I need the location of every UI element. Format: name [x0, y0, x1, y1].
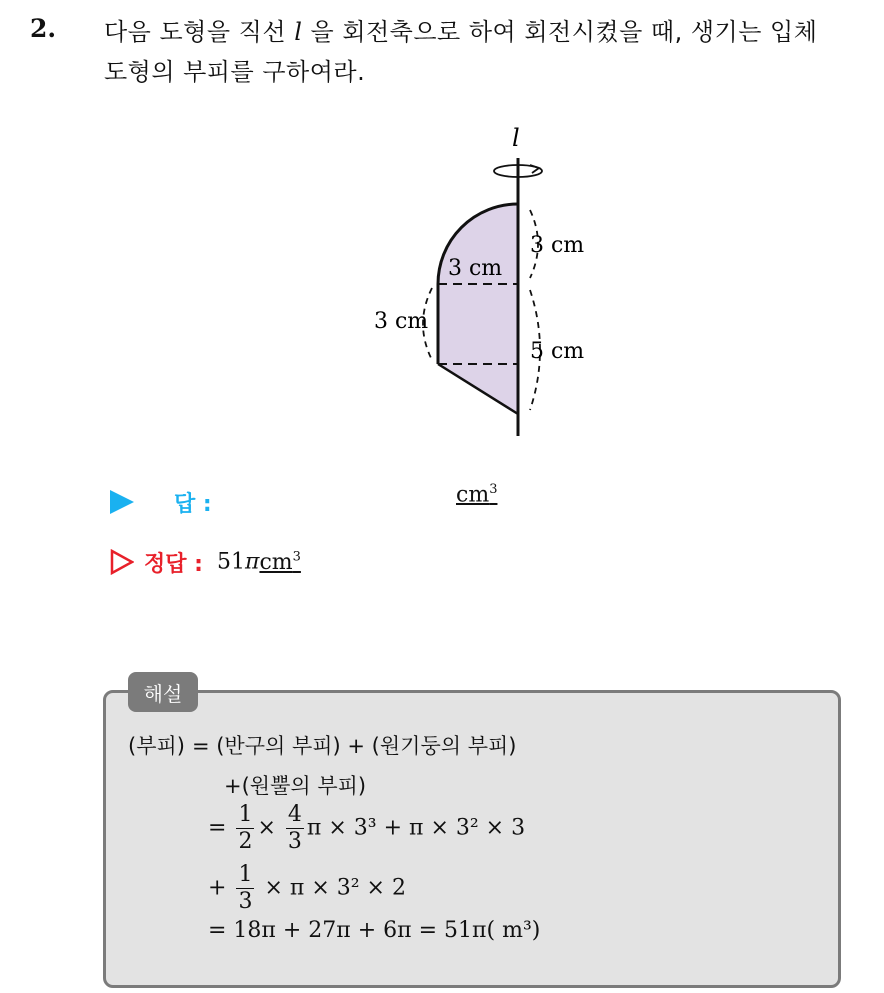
explanation-line-1: [128, 730, 516, 760]
answer-unit-text: cm: [456, 482, 490, 508]
explanation-line-2: +(원뿔의 부피): [224, 774, 367, 798]
explanation-line-4: [208, 864, 406, 913]
question-text-part1: 다음 도형을 직선: [104, 18, 295, 46]
question-text-part2: 을 회전축으로 하여 회전시켰을 때, 생기는 입체: [302, 18, 818, 46]
play-triangle-icon: [110, 490, 134, 514]
fraction-third: $\frac{1}{3}$: [238, 862, 253, 914]
correct-unit-exp: 3: [292, 549, 301, 565]
explanation-line-3: = $\frac{1}{2}$ × $\frac{4}{3}$ π × 3³ + π × 3² × 3: [208, 802, 526, 854]
label-bottom: 5 cm: [530, 339, 585, 364]
line1-rhs: = (반구의 부피) + (원기둥의 부피): [191, 734, 517, 758]
label-radius: 3 cm: [448, 256, 503, 281]
question-text: [104, 12, 864, 92]
question-number: 2.: [30, 14, 57, 43]
correct-label: 정답 :: [144, 551, 203, 577]
answer-unit: [456, 482, 497, 507]
line4-plus: +: [208, 875, 227, 901]
correct-pi: π: [244, 549, 260, 575]
correct-value: [217, 549, 301, 574]
answer-row: [110, 484, 212, 520]
label-left: 3 cm: [374, 309, 429, 334]
correct-answer-row: [110, 544, 301, 580]
answer-label: 답 :: [174, 491, 212, 517]
correct-unit: [259, 550, 300, 575]
line1-lhs: (부피): [128, 734, 185, 758]
axis-label: l: [512, 124, 520, 152]
label-top: 3 cm: [530, 233, 585, 258]
axis-variable: l: [294, 18, 303, 46]
explanation-tab: 해설: [128, 672, 198, 712]
correct-number: 51: [216, 549, 245, 575]
correct-unit-text: cm: [259, 549, 293, 575]
line3-rest: π × 3³ + π × 3² × 3: [306, 815, 526, 841]
shaded-region: [438, 204, 518, 414]
line4-rest: × π × 3² × 2: [264, 875, 406, 901]
fraction-four-thirds: $\frac{4}{3}$: [287, 802, 302, 854]
rotation-figure: [340, 118, 620, 448]
line3-eq: =: [208, 815, 227, 841]
fraction-half: $\frac{1}{2}$: [238, 802, 253, 854]
answer-unit-exp: 3: [489, 482, 498, 497]
rotation-arrowhead: [530, 165, 539, 173]
question-text-line2: 도형의 부피를 구하여라.: [104, 58, 366, 86]
explanation-line-5: = 18π + 27π + 6π = 51π( m³): [208, 918, 541, 943]
outline-triangle-icon: [110, 549, 134, 575]
